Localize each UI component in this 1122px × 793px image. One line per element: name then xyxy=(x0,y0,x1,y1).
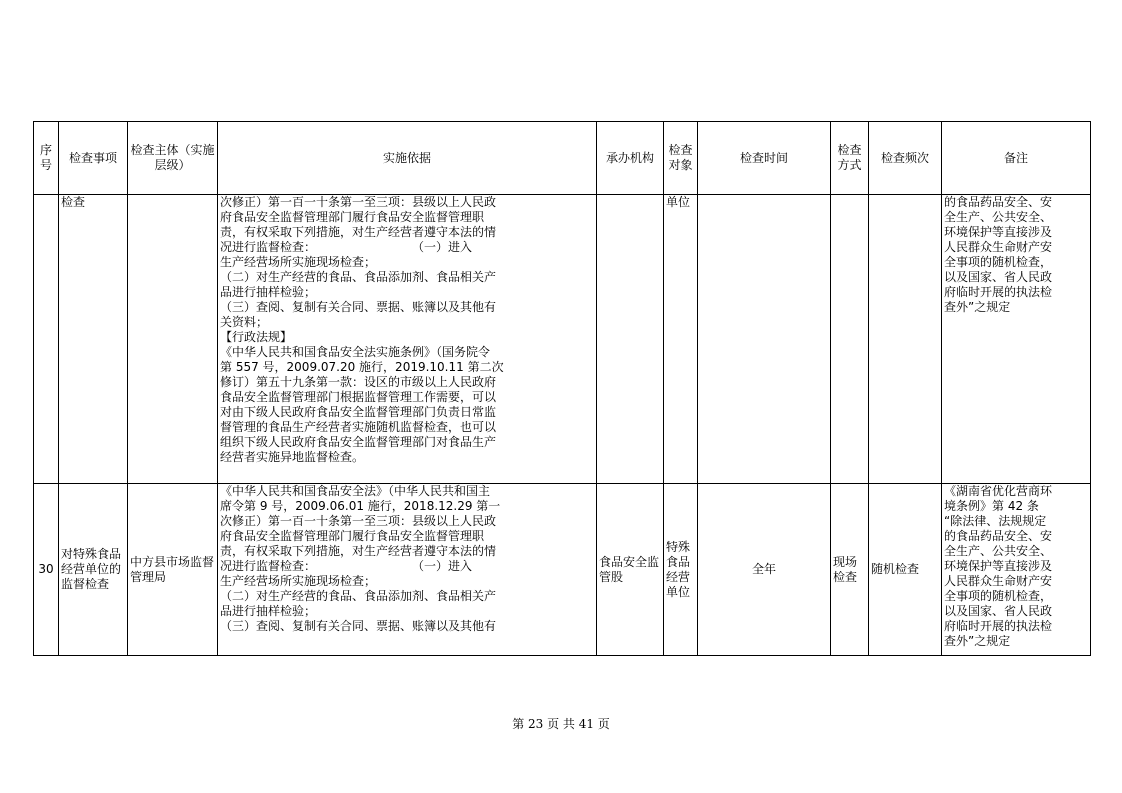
text-line: （三）查阅、复制有关合同、票据、账簿以及其他有 xyxy=(220,619,497,633)
cell-index: 30 xyxy=(34,484,59,656)
cell-method: 现场检查 xyxy=(831,484,869,656)
cell-basis xyxy=(218,484,597,656)
cell-target: 单位 xyxy=(664,195,698,484)
header-target: 检查对象 xyxy=(664,122,698,195)
text-line: 府食品安全监督管理部门履行食品安全监督管理职 xyxy=(220,210,485,224)
text-line: 况进行监督检查： （一）进入 xyxy=(220,559,473,573)
text-line: 督管理的食品生产经营者实施随机监督检查，也可以 xyxy=(220,420,497,434)
basis-text xyxy=(220,484,594,634)
cell-agency xyxy=(597,195,664,484)
text-line: 查外”之规定 xyxy=(944,300,1011,314)
text-line: 席令第 9 号，2009.06.01 施行，2018.12.29 第一 xyxy=(220,499,501,513)
text-line: 的食品药品安全、安 xyxy=(944,195,1053,209)
text-line: 府临时开展的执法检 xyxy=(944,619,1053,633)
text-line: 人民群众生命财产安 xyxy=(944,240,1053,254)
text-line: 全生产、公共安全、 xyxy=(944,544,1053,558)
text-line: 生产经营场所实施现场检查； xyxy=(220,574,377,588)
text-line: 以及国家、省人民政 xyxy=(944,604,1053,618)
cell-method xyxy=(831,195,869,484)
cell-index xyxy=(34,195,59,484)
text-line: 府临时开展的执法检 xyxy=(944,285,1053,299)
inspection-table xyxy=(33,121,1091,656)
header-method: 检查方式 xyxy=(831,122,869,195)
text-line: 责，有权采取下列措施，对生产经营者遵守本法的情 xyxy=(220,225,497,239)
cell-remarks xyxy=(942,195,1091,484)
header-remarks: 备注 xyxy=(942,122,1091,195)
cell-agency: 食品安全监管股 xyxy=(597,484,664,656)
header-item: 检查事项 xyxy=(59,122,128,195)
cell-frequency xyxy=(869,195,942,484)
text-line: 经营者实施异地监督检查。 xyxy=(220,450,365,464)
text-line: 全事项的随机检查， xyxy=(944,589,1053,603)
text-line: 人民群众生命财产安 xyxy=(944,574,1053,588)
table-row-continued xyxy=(34,195,1091,484)
text-line: 《中华人民共和国食品安全法》（中华人民共和国主 xyxy=(220,484,491,498)
text-line: 环境保护等直接涉及 xyxy=(944,559,1053,573)
header-frequency: 检查频次 xyxy=(869,122,942,195)
header-time: 检查时间 xyxy=(698,122,831,195)
text-line: （二）对生产经营的食品、食品添加剂、食品相关产 xyxy=(220,589,497,603)
text-line: 查外”之规定 xyxy=(944,634,1011,648)
text-line: 况进行监督检查： （一）进入 xyxy=(220,240,473,254)
text-line: 责，有权采取下列措施，对生产经营者遵守本法的情 xyxy=(220,544,497,558)
table-row-30 xyxy=(34,484,1091,656)
header-index: 序号 xyxy=(34,122,59,195)
text-line: 食品安全监督管理部门根据监督管理工作需要，可以 xyxy=(220,390,497,404)
text-line: 品进行抽样检验； xyxy=(220,604,317,618)
remarks-text xyxy=(944,484,1088,649)
text-line: 修订）第五十九条第一款：设区的市级以上人民政府 xyxy=(220,375,497,389)
text-line: 品进行抽样检验； xyxy=(220,285,317,299)
text-line: 境条例》第 42 条 xyxy=(944,499,1039,513)
text-line: 《中华人民共和国食品安全法实施条例》（国务院令 xyxy=(220,345,491,359)
text-line: 全事项的随机检查， xyxy=(944,255,1053,269)
text-line: 的食品药品安全、安 xyxy=(944,529,1053,543)
cell-subject: 中方县市场监督管理局 xyxy=(128,484,218,656)
text-line: 次修正）第一百一十条第一至三项：县级以上人民政 xyxy=(220,195,497,209)
text-line: 《湖南省优化营商环 xyxy=(944,484,1053,498)
text-line: 第 557 号，2009.07.20 施行，2019.10.11 第二次 xyxy=(220,360,504,374)
text-line: 【行政法规】 xyxy=(220,330,293,344)
text-line: （三）查阅、复制有关合同、票据、账簿以及其他有 xyxy=(220,300,497,314)
cell-time xyxy=(698,195,831,484)
cell-target: 特殊食品经营单位 xyxy=(664,484,698,656)
cell-remarks xyxy=(942,484,1091,656)
text-line: （二）对生产经营的食品、食品添加剂、食品相关产 xyxy=(220,270,497,284)
cell-item: 对特殊食品经营单位的监督检查 xyxy=(59,484,128,656)
text-line: 生产经营场所实施现场检查； xyxy=(220,255,377,269)
header-row xyxy=(34,122,1091,195)
cell-time: 全年 xyxy=(698,484,831,656)
text-line: 组织下级人民政府食品安全监督管理部门对食品生产 xyxy=(220,435,497,449)
text-line: 关资料； xyxy=(220,315,269,329)
header-basis: 实施依据 xyxy=(218,122,597,195)
text-line: 环境保护等直接涉及 xyxy=(944,225,1053,239)
text-line: 府食品安全监督管理部门履行食品安全监督管理职 xyxy=(220,529,485,543)
header-subject: 检查主体（实施层级） xyxy=(128,122,218,195)
text-line: “除法律、法规规定 xyxy=(944,514,1047,528)
cell-basis xyxy=(218,195,597,484)
basis-text xyxy=(220,195,594,465)
cell-item: 检查 xyxy=(59,195,128,484)
text-line: 全生产、公共安全、 xyxy=(944,210,1053,224)
page-number: 第 23 页 共 41 页 xyxy=(512,717,610,731)
header-agency: 承办机构 xyxy=(597,122,664,195)
text-line: 以及国家、省人民政 xyxy=(944,270,1053,284)
cell-subject xyxy=(128,195,218,484)
text-line: 对由下级人民政府食品安全监督管理部门负责日常监 xyxy=(220,405,497,419)
cell-frequency: 随机检查 xyxy=(869,484,942,656)
text-line: 次修正）第一百一十条第一至三项：县级以上人民政 xyxy=(220,514,497,528)
remarks-text xyxy=(944,195,1088,315)
